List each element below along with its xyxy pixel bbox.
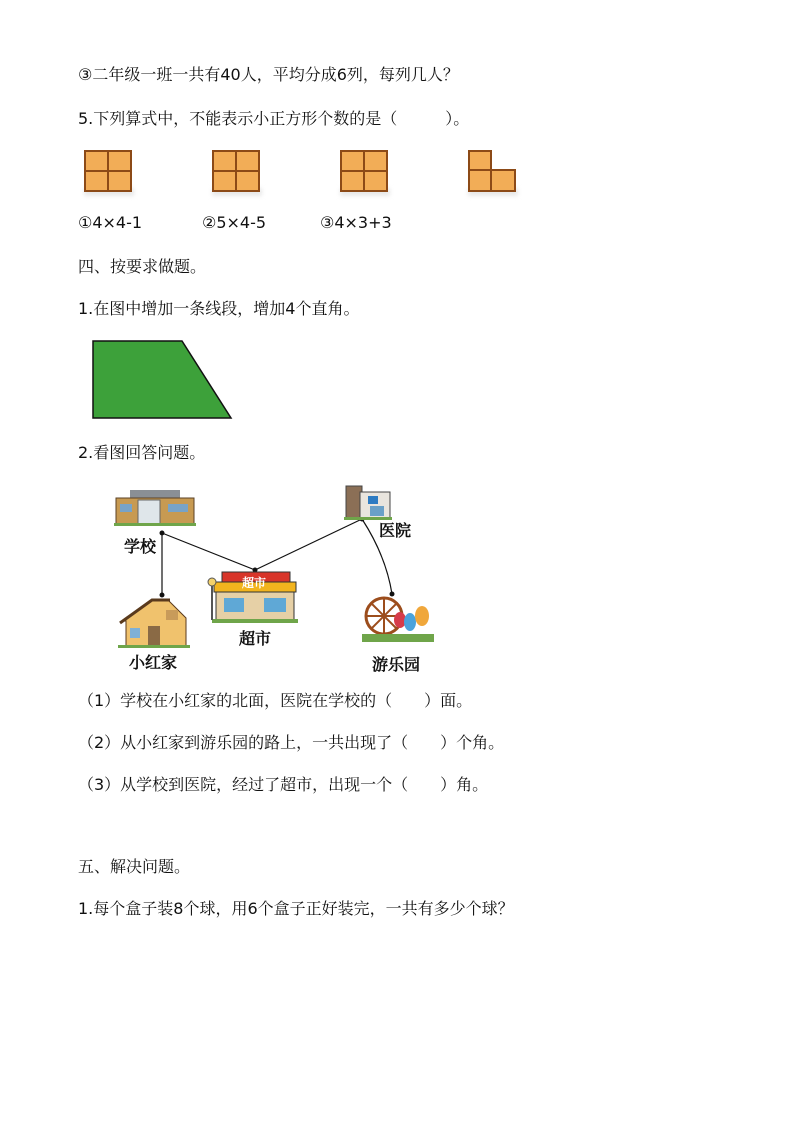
section-4-subquestion-2: （2）从小红家到游乐园的路上，一共出现了（ ）个角。: [78, 733, 505, 752]
map-figure: [100, 476, 460, 676]
square-figure-1: [84, 150, 132, 192]
supermarket-label: 超市: [239, 629, 272, 648]
option-3: ③4×3+3: [320, 213, 392, 232]
section-5-title: 五、解决问题。: [78, 857, 191, 876]
school-label: 学校: [124, 537, 157, 556]
section-4-subquestion-3: （3）从学校到医院，经过了超市，出现一个（ ）角。: [78, 775, 489, 794]
question-5-text: 5.下列算式中，不能表示小正方形个数的是（ ）。: [78, 109, 470, 128]
square-figure-2: [212, 150, 260, 192]
square-figure-4: [468, 150, 516, 192]
supermarket-sign: 超市: [241, 576, 266, 590]
section-4-task-1: 1.在图中增加一条线段，增加4个直角。: [78, 299, 360, 318]
trapezoid-figure: [84, 332, 244, 424]
section-4-subquestion-1: （1）学校在小红家的北面，医院在学校的（ ）面。: [78, 691, 473, 710]
section-5-task-1: 1.每个盒子装8个球，用6个盒子正好装完，一共有多少个球？: [78, 899, 514, 918]
hospital-label: 医院: [379, 521, 412, 540]
school-icon: [114, 490, 196, 526]
hospital-icon: [344, 486, 392, 520]
home-icon: [118, 600, 190, 648]
option-1: ①4×4-1: [78, 213, 143, 232]
square-figure-3: [340, 150, 388, 192]
ferris-wheel-icon: [362, 598, 434, 642]
question-3-item: ③二年级一班一共有40人，平均分成6列，每列几人？: [78, 65, 459, 84]
section-4-title: 四、按要求做题。: [78, 257, 207, 276]
park-label: 游乐园: [372, 655, 421, 674]
section-4-task-2: 2.看图回答问题。: [78, 443, 206, 462]
home-label: 小红家: [129, 653, 178, 672]
option-2: ②5×4-5: [202, 213, 267, 232]
